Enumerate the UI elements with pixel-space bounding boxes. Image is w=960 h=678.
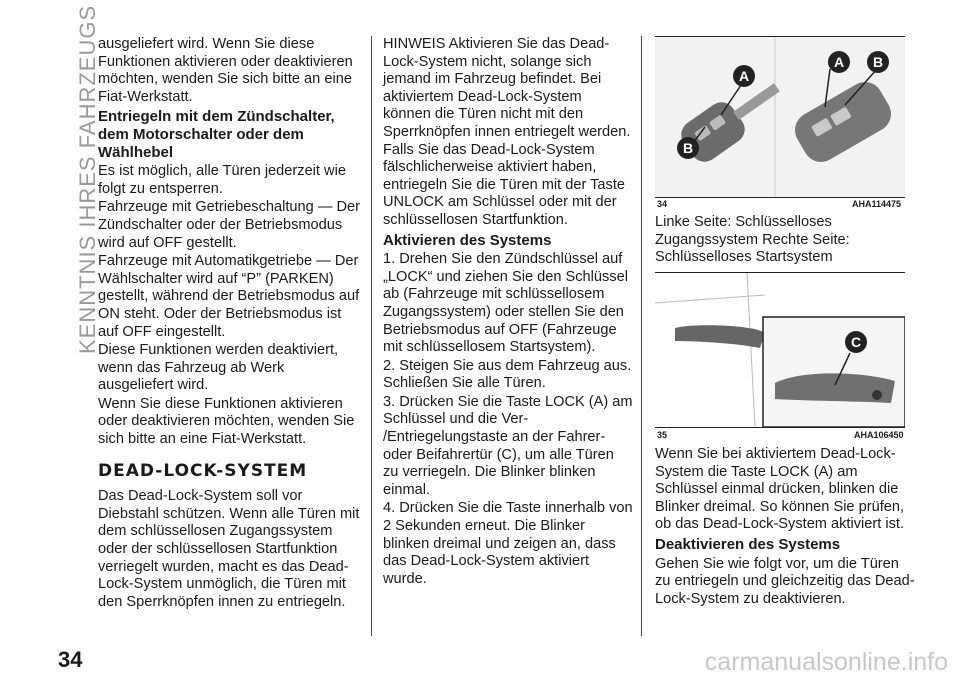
chapter-heading: DEAD-LOCK-SYSTEM	[98, 460, 308, 481]
step-4: 4. Drücken Sie die Taste innerhalb von 2 Sekunden erneut. Die Blinker blinken dreimal und zeigen an, dass das Dead-Lock-System aktiviert wurde.	[383, 500, 633, 587]
paragraph: Gehen Sie wie folgt vor, um die Türen zu entriegeln und gleichzeitig das Dead-Lock-System zu deaktivieren.	[655, 555, 915, 607]
paragraph: Diese Funktionen werden deaktiviert, wenn das Fahrzeug ab Werk ausgeliefert wird.	[98, 342, 339, 394]
figure-code: AHA114475	[852, 199, 902, 209]
door-handle-illustration	[655, 273, 905, 427]
step-1: 1. Drehen Sie den Zündschlüssel auf „LOCK“ und ziehen Sie den Schlüssel ab (Fahrzeuge mit schlüssellosem Zugangssystem) oder stellen Sie den Betriebsmodus auf OFF (Fahrzeuge mit schlüssellosem Startsystem).	[383, 251, 628, 356]
figure-34-key-image	[655, 36, 905, 198]
caption: Linke Seite: Schlüsselloses Zugangssystem Rechte Seite: Schlüsselloses Startsystem	[655, 214, 850, 266]
step-2: 2. Steigen Sie aus dem Fahrzeug aus. Schließen Sie alle Türen.	[383, 357, 632, 392]
figure-code: AHA106450	[854, 430, 904, 440]
figure-34-caption	[655, 214, 905, 268]
column-divider-1	[371, 36, 372, 636]
side-title-text: KENNTNIS IHRES FAHRZEUGS	[75, 4, 100, 354]
callout-a: A	[828, 51, 850, 73]
column-divider-2	[641, 36, 642, 636]
callout-b: B	[677, 137, 699, 159]
paragraph: Wenn Sie bei aktiviertem Dead-Lock-System die Taste LOCK (A) am Schlüssel einmal drücken, blinken die Blinker dreimal. So können Sie prüfen, ob das Dead-Lock-System aktiviert ist.	[655, 446, 905, 533]
column-2	[383, 36, 633, 589]
paragraph: Fahrzeuge mit Automatikgetriebe — Der Wählschalter wird auf “P” (PARKEN) gestellt, während der Betriebsmodus auf ON steht. Oder der Betriebsmodus ist auf OFF eingestellt.	[98, 253, 360, 340]
paragraph: Das Dead-Lock-System soll vor Diebstahl schützen. Wenn alle Türen mit dem schlüssellosen Zugangssystem oder der schlüssellosen Startfunktion verriegelt wurden, macht es das Dead-Lock-System unmöglich, die Türen mit den Sperrknöpfen innen zu entriegeln.	[98, 488, 360, 610]
figure-number: 35	[657, 430, 668, 440]
callout-a: A	[733, 65, 755, 87]
callout-c: C	[845, 331, 867, 353]
section-heading: Aktivieren des Systems	[383, 231, 552, 249]
note-paragraph: HINWEIS Aktivieren Sie das Dead-Lock-System nicht, solange sich jemand im Fahrzeug befindet. Bei aktiviertem Dead-Lock-System können die Türen nicht mit den Sperrknöpfen innen entriegelt werden. Falls Sie das Dead-Lock-System fälschlicherweise aktiviert haben, entriegeln Sie die Türen mit der Taste UNLOCK am Schlüssel oder mit der schlüssellosen Startfunktion.	[383, 36, 631, 228]
callout-b: B	[867, 51, 889, 73]
page-number: 34	[58, 647, 83, 672]
paragraph: ausgeliefert wird. Wenn Sie diese Funktionen aktivieren oder deaktivieren möchten, wenden Sie sich bitte an eine Fiat-Werkstatt.	[98, 36, 353, 105]
step-3: 3. Drücken Sie die Taste LOCK (A) am Schlüssel und die Ver- /Entriegelungstaste an der Fahrer- oder Beifahrertür (C), um alle Türen zu verriegeln. Die Blinker blinken einmal.	[383, 393, 633, 498]
figure-number: 34	[657, 199, 668, 209]
paragraph: Es ist möglich, alle Türen jederzeit wie folgt zu entsperren.	[98, 163, 346, 197]
paragraph: Wenn Sie diese Funktionen aktivieren oder deaktivieren möchten, wenden Sie sich bitte an eine Fiat-Werkstatt.	[98, 395, 355, 448]
column-1	[98, 36, 360, 612]
figure-35-door-handle-image	[655, 272, 905, 428]
side-section-title	[50, 4, 100, 354]
column-3-text	[655, 446, 915, 609]
watermark: carmanualsonline.info	[704, 648, 948, 676]
section-heading: Entriegeln mit dem Zündschalter, dem Motorschalter oder dem Wählhebel	[98, 108, 335, 161]
section-heading: Deaktivieren des Systems	[655, 535, 841, 553]
paragraph: Fahrzeuge mit Getriebeschaltung — Der Zündschalter oder der Betriebsmodus wird auf OFF gestellt.	[98, 199, 360, 251]
